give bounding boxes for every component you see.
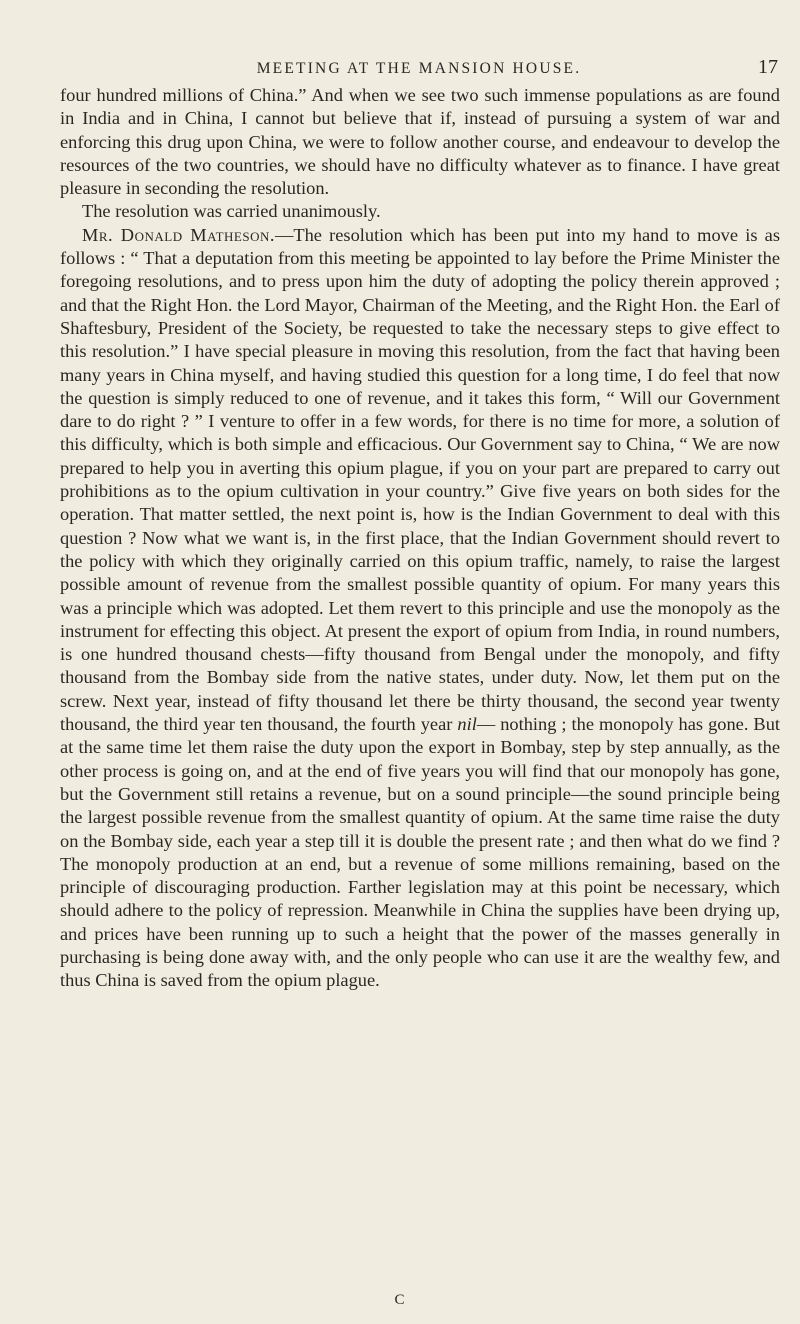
paragraph-text: — nothing ; the monopoly has gone. But at the same time let them raise the duty upon the export in Bombay, step by step annually, as the other process is going on, and at the end of five years you will find that our monopoly has gone, but the Government still retains a revenue, but on a sound principle—the sound principle being the largest possible revenue from the smallest quantity of opium. At the same time raise the duty on the Bombay side, each year a step till it is double the present rate ; and then what do we find ? The monopoly production at an end, but a revenue of some millions remaining, based on the principle of discouraging production. Farther legislation may at this point be necessary, which should adhere to the policy of repression. Meanwhile in China the supplies have been drying up, and prices have been running up to such a height that the power of the masses generally in purchasing is being done away with, and the only people who can use it are the wealthy few, and thus China is saved from the opium plague. — [60, 714, 780, 991]
paragraph-text: The resolution was carried unanimously. — [82, 201, 381, 222]
em-dash: — — [274, 224, 294, 245]
paragraph-text: four hundred millions of China.” And when we see two such immense populations as are found in India and in China, I cannot but believe that if, instead of pursuing a system of war and enforcing this drug upon China, we were to follow another course, and endeavour to develop the resources of the two countries, we should have no difficulty whatever as to finance. I have great pleasure in seconding the resolution. — [60, 85, 780, 199]
italic-nil: nil — [457, 714, 477, 735]
paragraph-resolution-carried — [60, 200, 780, 223]
signature-mark: C — [394, 1292, 406, 1308]
body-text — [60, 84, 780, 993]
paragraph-text: The resolution which has been put into my hand to move is as follows : “ That a deputation from this meeting be appointed to lay before the Prime Minister the foregoing resolutions, and to press upon him the duty of adopting the policy therein approved ; and that the Right Hon. the Lord Mayor, Chairman of the Meeting, and the Right Hon. the Earl of Shaftesbury, President of the Society, be requested to take the necessary steps to give effect to this resolution.” I have special pleasure in moving this resolution, from the fact that having been many years in China myself, and having studied this question for a long time, I do feel that now the question is simply reduced to one of revenue, and it takes this form, “ Will our Government dare to do right ? ” I venture to offer in a few words, for there is no time for more, a solution of this difficulty, which is both simple and efficacious. Our Government say to China, “ We are now prepared to help you in averting this opium plague, if you on your part are prepared to carry out prohibitions as to the opium cultivation in your country.” Give five years on both sides for the operation. That matter settled, the next point is, how is the Indian Government to deal with this question ? Now what we want is, in the first place, that the Indian Government should revert to the policy with which they originally carried on this opium traffic, namely, to raise the largest possible amount of revenue from the smallest possible quantity of opium. For many years this was a principle which was adopted. Let them revert to this principle and use the monopoly as the instrument for effecting this object. At present the export of opium from India, in round numbers, is one hundred thousand chests—fifty thousand from Bengal under the monopoly, and fifty thousand from the Bombay side from the native states, under duty. Now, let them put on the screw. Next year, instead of fifty thousand let there be thirty thousand, the second year twenty thousand, the third year ten thousand, the fourth year — [60, 224, 781, 735]
paragraph-continuation — [60, 84, 780, 200]
paragraph-matheson-speech — [60, 224, 780, 993]
speaker-name: Mr. Donald Matheson. — [82, 224, 275, 245]
running-title: MEETING AT THE MANSION HOUSE. — [256, 60, 582, 77]
page-number: 17 — [758, 56, 778, 78]
